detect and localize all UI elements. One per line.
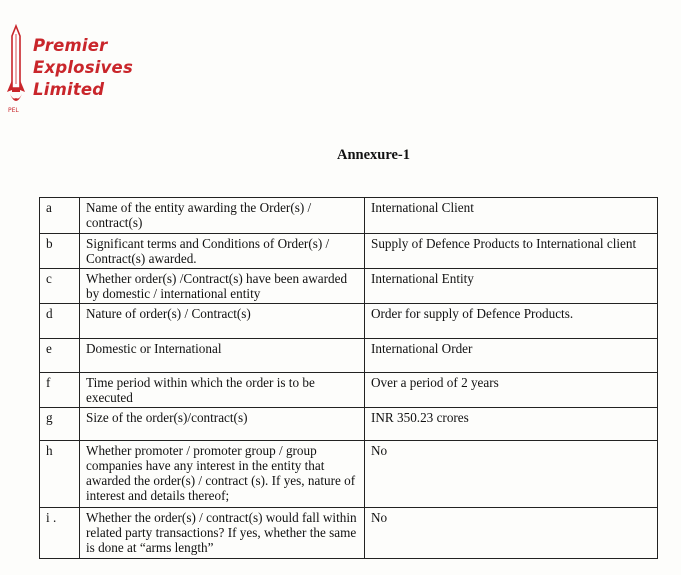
logo-line-3: Limited	[33, 80, 105, 99]
row-letter: i .	[40, 508, 80, 559]
row-label: Whether the order(s) / contract(s) would fall within related party transactions? If yes, whether the same is done at “arms length”	[80, 508, 365, 559]
row-letter: e	[40, 339, 80, 373]
row-letter: d	[40, 304, 80, 339]
row-letter: f	[40, 373, 80, 408]
row-label: Nature of order(s) / Contract(s)	[80, 304, 365, 339]
table-row	[40, 234, 658, 269]
table-row	[40, 269, 658, 304]
row-letter: b	[40, 234, 80, 269]
logo-wordmark	[33, 35, 133, 101]
svg-text:PEL: PEL	[8, 107, 19, 114]
row-value: Order for supply of Defence Products.	[365, 304, 658, 339]
row-label: Whether order(s) /Contract(s) have been awarded by domestic / international entity	[80, 269, 365, 304]
logo-line-1: Premier	[33, 36, 108, 55]
row-letter: g	[40, 408, 80, 441]
table-row	[40, 408, 658, 441]
row-value: Over a period of 2 years	[365, 373, 658, 408]
table-row	[40, 508, 658, 559]
rocket-icon	[6, 24, 30, 114]
row-value: No	[365, 508, 658, 559]
company-logo	[6, 24, 136, 114]
row-letter: c	[40, 269, 80, 304]
row-letter: h	[40, 441, 80, 508]
row-letter: a	[40, 198, 80, 234]
row-label: Significant terms and Conditions of Order(s) / Contract(s) awarded.	[80, 234, 365, 269]
row-label: Whether promoter / promoter group / group companies have any interest in the entity that awarded the order(s) / contract (s). If yes, nature of interest and details thereof;	[80, 441, 365, 508]
row-value: No	[365, 441, 658, 508]
table-row	[40, 304, 658, 339]
row-label: Time period within which the order is to be executed	[80, 373, 365, 408]
page-heading: Annexure-1	[336, 147, 411, 163]
row-value: Supply of Defence Products to International client	[365, 234, 658, 269]
logo-line-2: Explosives	[33, 58, 133, 77]
row-value: INR 350.23 crores	[365, 408, 658, 441]
row-label: Name of the entity awarding the Order(s) / contract(s)	[80, 198, 365, 234]
row-value: International Order	[365, 339, 658, 373]
table-row	[40, 373, 658, 408]
annexure-table	[39, 197, 658, 559]
row-label: Domestic or International	[80, 339, 365, 373]
row-value: International Entity	[365, 269, 658, 304]
table-row	[40, 339, 658, 373]
row-value: International Client	[365, 198, 658, 234]
table-row	[40, 441, 658, 508]
table-row	[40, 198, 658, 234]
row-label: Size of the order(s)/contract(s)	[80, 408, 365, 441]
